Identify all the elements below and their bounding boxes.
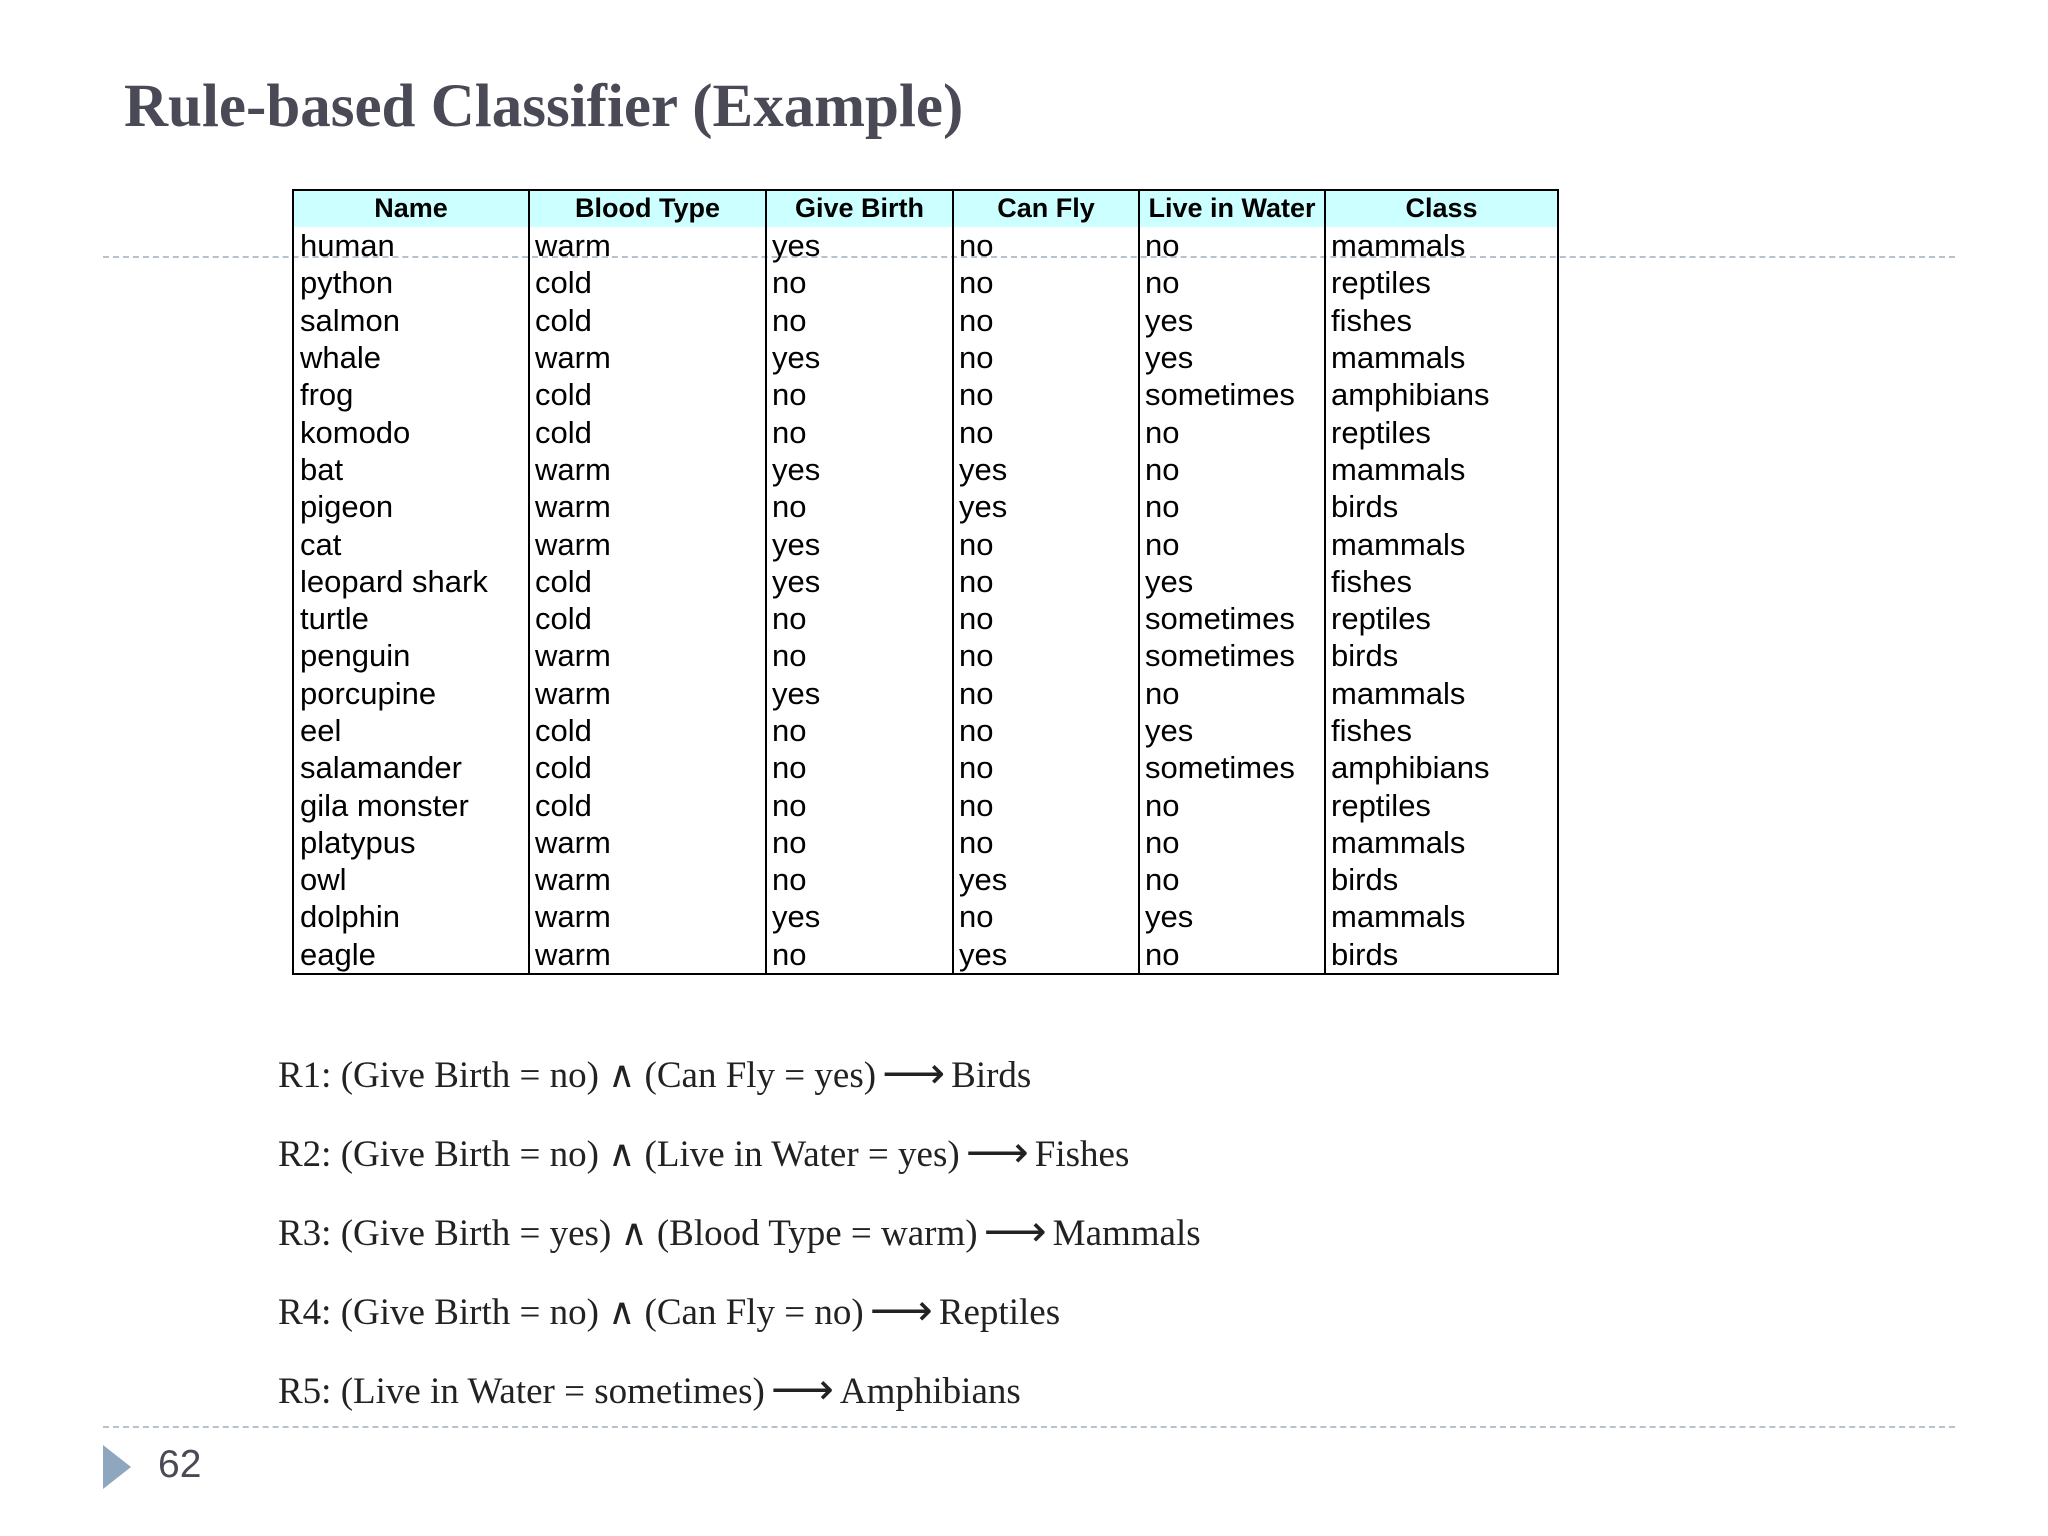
table-cell: turtle	[293, 600, 529, 637]
table-cell: cold	[529, 563, 766, 600]
table-cell: yes	[1139, 563, 1325, 600]
table-cell: salamander	[293, 749, 529, 786]
table-cell: yes	[766, 525, 953, 562]
table-cell: warm	[529, 898, 766, 935]
table-row	[293, 861, 1558, 898]
table-cell: no	[1139, 675, 1325, 712]
table-cell: yes	[766, 563, 953, 600]
table-cell: warm	[529, 451, 766, 488]
table-row	[293, 302, 1558, 339]
column-header: Can Fly	[953, 190, 1139, 227]
table-cell: no	[953, 824, 1139, 861]
table-row	[293, 376, 1558, 413]
table-cell: no	[766, 824, 953, 861]
column-header: Name	[293, 190, 529, 227]
table-cell: cold	[529, 712, 766, 749]
table-cell: reptiles	[1325, 264, 1558, 301]
table-cell: warm	[529, 488, 766, 525]
table-cell: cold	[529, 786, 766, 823]
table-row	[293, 227, 1558, 265]
table-cell: no	[1139, 861, 1325, 898]
table-cell: reptiles	[1325, 413, 1558, 450]
rule-condition: R1: (Give Birth = no) ∧ (Can Fly = yes)	[278, 1055, 877, 1096]
table-cell: sometimes	[1139, 637, 1325, 674]
table-cell: sometimes	[1139, 376, 1325, 413]
table-cell: yes	[766, 675, 953, 712]
rule-result: Birds	[951, 1055, 1032, 1096]
table-cell: dolphin	[293, 898, 529, 935]
slide-marker-icon	[103, 1445, 131, 1489]
table-cell: fishes	[1325, 563, 1558, 600]
table-row	[293, 936, 1558, 974]
slide-title: Rule-based Classifier (Example)	[124, 73, 964, 140]
rule-result: Mammals	[1052, 1213, 1201, 1254]
table-cell: amphibians	[1325, 376, 1558, 413]
table-cell: birds	[1325, 861, 1558, 898]
table-cell: pigeon	[293, 488, 529, 525]
table-cell: reptiles	[1325, 786, 1558, 823]
column-header: Give Birth	[766, 190, 953, 227]
table-row	[293, 898, 1558, 935]
table-row	[293, 264, 1558, 301]
table-cell: warm	[529, 675, 766, 712]
table-cell: penguin	[293, 637, 529, 674]
table-cell: no	[953, 786, 1139, 823]
table-cell: no	[1139, 264, 1325, 301]
table-cell: human	[293, 227, 529, 265]
table-cell: mammals	[1325, 451, 1558, 488]
table-cell: cold	[529, 600, 766, 637]
rule-result: Reptiles	[938, 1292, 1061, 1333]
table-cell: yes	[1139, 712, 1325, 749]
table-cell: cold	[529, 302, 766, 339]
table-cell: no	[1139, 786, 1325, 823]
arrow-right-icon: ⟶	[965, 1128, 1029, 1177]
table-row	[293, 488, 1558, 525]
table-cell: no	[766, 637, 953, 674]
rule-condition: R3: (Give Birth = yes) ∧ (Blood Type = warm)	[278, 1213, 978, 1254]
table-cell: whale	[293, 339, 529, 376]
table-cell: no	[953, 227, 1139, 265]
rule-item	[278, 1043, 1201, 1122]
table-cell: no	[766, 302, 953, 339]
table-cell: mammals	[1325, 227, 1558, 265]
table-cell: reptiles	[1325, 600, 1558, 637]
table-cell: leopard shark	[293, 563, 529, 600]
table-cell: no	[953, 712, 1139, 749]
table-cell: porcupine	[293, 675, 529, 712]
table-cell: yes	[1139, 339, 1325, 376]
table-cell: komodo	[293, 413, 529, 450]
table-cell: warm	[529, 861, 766, 898]
rule-condition: R4: (Give Birth = no) ∧ (Can Fly = no)	[278, 1292, 864, 1333]
table-cell: no	[1139, 227, 1325, 265]
table-cell: no	[1139, 824, 1325, 861]
table-cell: birds	[1325, 637, 1558, 674]
table-row	[293, 637, 1558, 674]
table-cell: cat	[293, 525, 529, 562]
table-row	[293, 675, 1558, 712]
table-cell: platypus	[293, 824, 529, 861]
column-header: Live in Water	[1139, 190, 1325, 227]
table-cell: no	[953, 600, 1139, 637]
table-cell: cold	[529, 264, 766, 301]
table-cell: yes	[953, 451, 1139, 488]
table-row	[293, 525, 1558, 562]
table-cell: yes	[953, 936, 1139, 974]
rule-item	[278, 1201, 1201, 1280]
table-cell: yes	[766, 227, 953, 265]
rule-condition: R2: (Give Birth = no) ∧ (Live in Water = yes)	[278, 1134, 960, 1175]
table-row	[293, 824, 1558, 861]
table-cell: warm	[529, 936, 766, 974]
table-header-row	[293, 190, 1558, 227]
table-cell: no	[953, 675, 1139, 712]
table-cell: cold	[529, 376, 766, 413]
table-cell: no	[766, 749, 953, 786]
table-cell: amphibians	[1325, 749, 1558, 786]
table-cell: warm	[529, 637, 766, 674]
table-cell: cold	[529, 749, 766, 786]
table-cell: no	[1139, 936, 1325, 974]
table-cell: python	[293, 264, 529, 301]
table-row	[293, 786, 1558, 823]
table-cell: salmon	[293, 302, 529, 339]
arrow-right-icon: ⟶	[869, 1286, 933, 1335]
table-body	[293, 227, 1558, 974]
table-cell: no	[953, 413, 1139, 450]
table-row	[293, 451, 1558, 488]
column-header: Blood Type	[529, 190, 766, 227]
table-cell: bat	[293, 451, 529, 488]
table-cell: no	[953, 637, 1139, 674]
divider-bottom	[103, 1426, 1955, 1428]
table-cell: warm	[529, 339, 766, 376]
table-cell: no	[1139, 413, 1325, 450]
table-cell: mammals	[1325, 339, 1558, 376]
table-cell: warm	[529, 227, 766, 265]
table-cell: gila monster	[293, 786, 529, 823]
table-cell: fishes	[1325, 302, 1558, 339]
table-row	[293, 563, 1558, 600]
table-cell: mammals	[1325, 675, 1558, 712]
table-cell: no	[766, 264, 953, 301]
table-row	[293, 339, 1558, 376]
table-cell: no	[766, 786, 953, 823]
table-cell: no	[953, 749, 1139, 786]
page-number: 62	[158, 1443, 202, 1486]
arrow-right-icon: ⟶	[882, 1049, 946, 1098]
table-cell: no	[953, 264, 1139, 301]
table-cell: yes	[953, 488, 1139, 525]
table-cell: warm	[529, 824, 766, 861]
table-cell: yes	[1139, 898, 1325, 935]
arrow-right-icon: ⟶	[983, 1207, 1047, 1256]
table-row	[293, 712, 1558, 749]
table-cell: eel	[293, 712, 529, 749]
table-cell: no	[1139, 525, 1325, 562]
table-row	[293, 413, 1558, 450]
table-cell: birds	[1325, 936, 1558, 974]
table-cell: no	[953, 563, 1139, 600]
table-cell: no	[1139, 451, 1325, 488]
table-cell: mammals	[1325, 525, 1558, 562]
table-cell: no	[953, 525, 1139, 562]
table-cell: warm	[529, 525, 766, 562]
table-cell: yes	[1139, 302, 1325, 339]
arrow-right-icon: ⟶	[770, 1365, 834, 1414]
rule-result: Amphibians	[839, 1371, 1021, 1412]
table-cell: no	[953, 898, 1139, 935]
table-cell: sometimes	[1139, 749, 1325, 786]
table-cell: no	[766, 861, 953, 898]
rule-list	[278, 1043, 1201, 1438]
table-cell: no	[766, 488, 953, 525]
table-cell: birds	[1325, 488, 1558, 525]
table-cell: frog	[293, 376, 529, 413]
table-cell: fishes	[1325, 712, 1558, 749]
rule-item	[278, 1280, 1201, 1359]
table-cell: cold	[529, 413, 766, 450]
table-cell: no	[953, 302, 1139, 339]
table-cell: no	[953, 376, 1139, 413]
rule-condition: R5: (Live in Water = sometimes)	[278, 1371, 765, 1412]
table-cell: yes	[766, 451, 953, 488]
table-cell: no	[1139, 488, 1325, 525]
table-cell: no	[766, 413, 953, 450]
table-cell: sometimes	[1139, 600, 1325, 637]
table-cell: yes	[953, 861, 1139, 898]
table-cell: eagle	[293, 936, 529, 974]
table-cell: mammals	[1325, 898, 1558, 935]
table-cell: owl	[293, 861, 529, 898]
table-cell: mammals	[1325, 824, 1558, 861]
table-cell: no	[766, 376, 953, 413]
table-cell: no	[953, 339, 1139, 376]
table-cell: no	[766, 600, 953, 637]
table-cell: no	[766, 712, 953, 749]
table-row	[293, 600, 1558, 637]
table-cell: no	[766, 936, 953, 974]
rule-result: Fishes	[1034, 1134, 1130, 1175]
table-cell: yes	[766, 898, 953, 935]
column-header: Class	[1325, 190, 1558, 227]
table-row	[293, 749, 1558, 786]
table-cell: yes	[766, 339, 953, 376]
data-table	[292, 189, 1559, 975]
rule-item	[278, 1122, 1201, 1201]
